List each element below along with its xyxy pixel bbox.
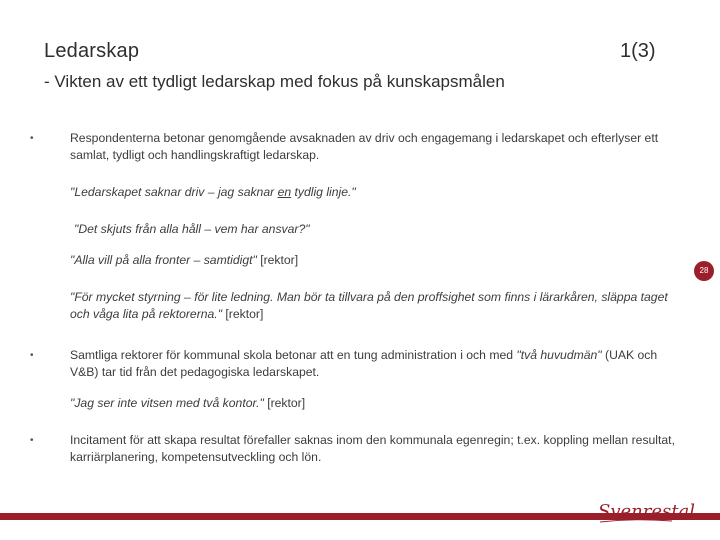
logo-text: Svenrestal — [598, 501, 695, 522]
page-number-badge: 28 — [694, 261, 714, 281]
quote-attribution: [rektor] — [263, 396, 306, 410]
slide-title: Ledarskap — [44, 40, 140, 62]
quote-text-after: tydlig linje." — [291, 185, 356, 199]
slide-content — [30, 130, 678, 466]
bullet-text-before: Samtliga rektorer för kommunal skola betonar att en tung administration i och med — [70, 348, 517, 362]
bullet-item-3 — [30, 432, 678, 466]
company-logo — [596, 498, 695, 526]
bullet-item-1 — [30, 130, 678, 164]
quote-text: "För mycket styrning – för lite ledning. Man bör ta tillvara på den proffsighet som finns i lärarkåren, släppa taget och våga lita på rektorerna." — [70, 290, 668, 321]
bullet-text-after: (UAK och V&B) tar tid från det pedagogiska ledarskapet. — [70, 348, 658, 379]
quote-attribution: [rektor] — [222, 307, 264, 321]
bullet-text: Respondenterna betonar genomgående avsaknaden av driv och engagemang i ledarskapet och efterlyser ett samlat, tydligt och handlingskraftigt ledarskap. — [70, 131, 659, 162]
slide-subtitle: - Vikten av ett tydligt ledarskap med fokus på kunskapsmålen — [44, 72, 505, 91]
bullet-text: Incitament för att skapa resultat förefaller saknas inom den kommunala egenregin; t.ex. koppling mellan resultat, karriärplanering, kompetensutveckling och lön. — [70, 433, 675, 464]
quote-attribution: [rektor] — [256, 253, 299, 267]
quote-5 — [30, 395, 678, 412]
quote-text: "Alla vill på alla fronter – samtidigt" — [70, 253, 257, 267]
bullet-marker: • — [30, 435, 34, 446]
quote-text-before: "Ledarskapet saknar driv – jag saknar — [70, 185, 278, 199]
bullet-marker: • — [30, 133, 34, 144]
quote-2: "Det skjuts från alla håll – vem har ansvar?" — [74, 222, 310, 236]
quote-3 — [30, 252, 678, 269]
bullet-marker: • — [30, 350, 34, 361]
quote-text: "Jag ser inte vitsen med två kontor." — [70, 396, 264, 410]
quote-1 — [30, 184, 678, 201]
quote-underlined-word: en — [277, 185, 292, 199]
page-fraction: 1(3) — [620, 40, 656, 62]
quote-4 — [30, 289, 678, 323]
bullet-item-2 — [30, 347, 678, 381]
bullet-text-italic: "två huvudmän" — [516, 348, 602, 362]
